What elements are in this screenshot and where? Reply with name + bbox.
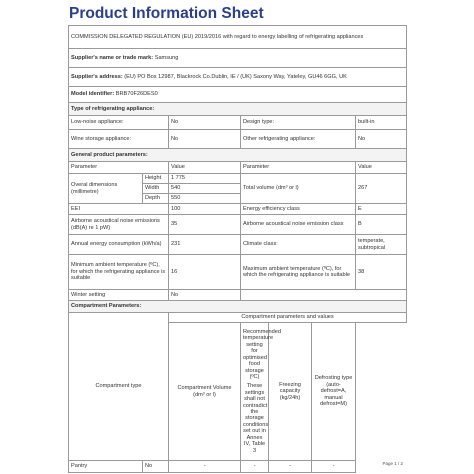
wine-storage-label: Wine storage appliance:	[69, 130, 169, 149]
supplier-name-row	[69, 49, 407, 68]
supplier-address-row	[69, 68, 407, 87]
general-heading: General product parameters:	[69, 149, 407, 162]
supplier-address-value: (EU) PO Box 12987, Blackrock Co.Dublin, IE / (UK) Saxony Way, Yateley, GU46 6GG, UK	[124, 73, 347, 80]
winter-setting-value: No	[169, 290, 241, 301]
supplier-address-label: Supplier's address:	[71, 73, 123, 80]
compartment-temp: -	[241, 461, 269, 473]
other-appliance-label: Other refrigerating appliance:	[241, 130, 356, 149]
model-label: Model identifier:	[71, 91, 115, 97]
noise-value: 35	[169, 215, 241, 235]
winter-setting-blank	[241, 290, 407, 301]
model-value: BRB70F26DES0	[115, 91, 158, 97]
temp-settings-note: These settings shall not contradict the storage conditions set out in Annex IV, Table 3	[243, 383, 269, 454]
climate-class-value: temperate, subtropical	[356, 235, 407, 255]
regulation-text: COMMISSION DELEGATED REGULATION (EU) 2019/2016 with regard to energy labelling of refrigerating appliances	[69, 26, 407, 49]
compartment-volume: -	[169, 461, 241, 473]
total-volume-label: Total volume (dm³ or l)	[241, 174, 356, 204]
max-temp-value: 38	[356, 255, 407, 290]
width-value: 540	[169, 184, 241, 194]
min-temp-label: Minimum ambient temperature (ºC), for which the refrigerating appliance is suitable	[69, 255, 169, 290]
width-label: Width	[143, 184, 169, 194]
compartment-heading: Compartment Parameters:	[69, 301, 407, 313]
design-type-label: Design type:	[241, 116, 356, 130]
param-header-left: Parameter	[69, 162, 169, 174]
climate-class-label: Climate class:	[241, 235, 356, 255]
annual-energy-value: 231	[169, 235, 241, 255]
depth-value: 550	[169, 194, 241, 204]
design-type-value: built-in	[356, 116, 407, 130]
supplier-name-label: Supplier's name or trade mark:	[71, 54, 154, 61]
compartment-type-header: Compartment type	[69, 313, 169, 461]
compartment-defrost: -	[312, 461, 356, 473]
page-number: Page 1 / 2	[382, 461, 403, 466]
noise-class-value: B	[356, 215, 407, 235]
page-title: Product Information Sheet	[69, 5, 264, 22]
noise-class-label: Airborne acoustical noise emission class	[241, 215, 356, 235]
total-volume-value: 267	[356, 174, 407, 204]
low-noise-label: Low-noise appliance:	[69, 116, 169, 130]
defrosting-type-header: Defrosting type (auto-defrost=A, manual defrost=M)	[312, 323, 356, 461]
compartment-present: No	[143, 461, 169, 473]
energy-class-value: E	[356, 204, 407, 215]
supplier-name-value: Samsung	[154, 54, 179, 61]
compartment-params-header: Compartment parameters and values	[169, 313, 407, 323]
annual-energy-label: Annual energy consumption (kWh/a)	[69, 235, 169, 255]
low-noise-value: No	[169, 116, 241, 130]
compartment-freezing: -	[269, 461, 312, 473]
eei-value: 100	[169, 204, 241, 215]
max-temp-label: Maximum ambient temperature (ºC), for which the refrigerating appliance is suitable	[241, 255, 356, 290]
other-appliance-value: No	[356, 130, 407, 149]
wine-storage-value: No	[169, 130, 241, 149]
freezing-capacity-header: Freezing capacity (kg/24h)	[269, 323, 312, 461]
value-header-left: Value	[169, 162, 241, 174]
type-heading: Type of refrigerating appliance:	[69, 103, 407, 116]
winter-setting-label: Winter setting	[69, 290, 169, 301]
value-header-right: Value	[356, 162, 407, 174]
energy-class-label: Energy efficiency class	[241, 204, 356, 215]
depth-label: Depth	[143, 194, 169, 204]
table-row	[69, 461, 407, 473]
height-label: Height	[143, 174, 169, 184]
dimensions-label: Overal dimensions (millimetre)	[69, 174, 143, 204]
model-row	[69, 87, 407, 103]
recommended-temp-header	[241, 323, 281, 461]
recommended-temp-text: Recommended temperature setting for optimised food storage (ºC)	[243, 328, 281, 380]
compartment-name: Pantry	[69, 461, 143, 473]
min-temp-value: 16	[169, 255, 241, 290]
param-header-right: Parameter	[241, 162, 356, 174]
height-value: 1 775	[169, 174, 241, 184]
eei-label: EEI	[69, 204, 169, 215]
noise-label: Airborne acoustical noise emissions (dB(A) re 1 pW)	[69, 215, 169, 235]
compartment-volume-header: Compartment Volume (dm³ or l)	[169, 323, 241, 461]
product-info-table	[68, 25, 407, 473]
